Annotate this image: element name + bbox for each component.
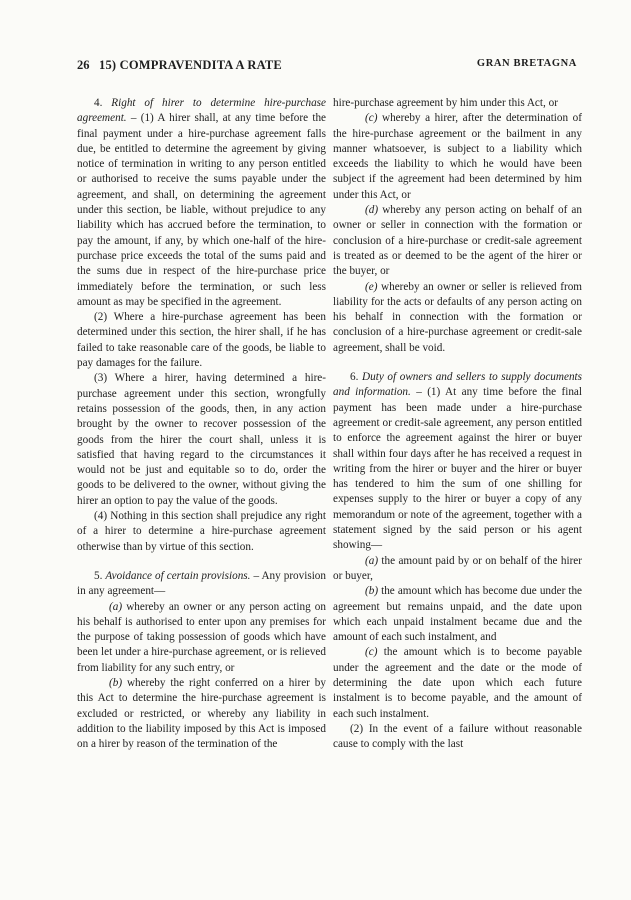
section-5-clause-a [77,600,326,676]
section-4-paragraph-3: (3) Where a hirer, having determined a hire-purchase agreement under this section, wrongfully retains possession of the goods, then, in any action brought by the owner to recover possession of the goods from the hirer the court shall, unless it is satisfied that having regard to the circumstances it would not be just and equitable so to do, order the goods to be delivered to the owner, without giving the hirer an option to pay the value of the goods. [77,372,326,507]
section-5-intro-text: – Any provision in any agreement— [77,569,326,598]
section-6-paragraph-1 [333,370,582,554]
s6-clause-b-text: the amount which has become due under the agreement but remains unpaid, and the date upon which each unpaid instalment became due and the amount of each such instalment, and [333,585,583,644]
clause-e-letter: (e) [365,280,378,293]
section-6-paragraph-2: (2) In the event of a failure without reasonable cause to comply with the last [333,722,582,751]
section-5-intro [77,569,326,600]
section-5-clause-c [333,111,582,203]
right-column [333,96,582,752]
section-5-clause-b-continued: hire-purchase agreement by him under this Act, or [333,97,558,109]
running-country: GRAN BRETAGNA [476,58,577,69]
section-5-clause-d [333,203,582,279]
section-4-paragraph-2: (2) Where a hire-purchase agreement has been determined under this section, the hirer shall, if he has failed to take reasonable care of the goods, be liable to pay damages for the failure. [77,311,326,370]
section-6-clause-c [333,645,582,721]
s6-clause-c-text: the amount which is to become payable under the agreement and the date or the mode of determining the date upon which each future instalment is to become payable, and the amount of each such instalment. [333,646,582,720]
page-number: 26 [77,58,90,72]
section-4-heading: Right of hirer to determine hire-purchase agreement. [77,97,326,125]
clause-c-text: whereby a hirer, after the determination of the hire-purchase agreement or the bailment in any manner whatsoever, is subject to a liability which exceeds the liability to which he would have been subject if the agreement had been determined by him under this Act, or [333,112,583,201]
clause-a-letter: (a) [109,600,123,613]
s6-clause-a-letter: (a) [365,554,379,567]
section-4-paragraph-1 [77,96,326,310]
s6-clause-b-letter: (b) [365,585,379,598]
clause-d-letter: (d) [365,204,379,217]
section-5-clause-b [77,676,326,752]
section-4-text-1: – (1) A hirer shall, at any time before the final payment under a hire-purchase agreement falls due, be entitled to determine the agreement by giving notice of termination in writing to any person entitled or authorised to receive the sums payable under the agreement, and shall, on determining the agreement under this section, be liable, without prejudice to any liability which has accrued before the termination, to pay the amount, if any, by which one-half of the hire-purchase price exceeds the total of the sums paid and the sums due in respect of the hire-purchase price immediately before the termination, or such less amount as may be specified in the agreement. [77,112,327,308]
section-5-clause-e [333,280,582,356]
clause-b-letter: (b) [109,676,123,689]
section-4-number: 4. [94,97,103,109]
clause-e-text: whereby an owner or seller is relieved from liability for the acts or defaults of any person acting on his behalf in connection with the formation or conclusion of a hire-purchase agreement or credit-sale agreement, shall be void. [333,280,582,354]
section-6-text-1: – (1) At any time before the final payment has been made under a hire-purchase agreement or credit-sale agreement, any person entitled to enforce the agreement against the hirer or buyer shall within four days after he has received a request in writing from the hirer or buyer and the hirer or buyer has tendered to him the sum of one shilling for expenses supply to the hirer or buyer a copy of any memorandum or note of the agreement, together with a statement signed by the said person or his agent showing— [333,386,582,552]
s6-clause-c-letter: (c) [365,646,378,659]
clause-b-text: whereby the right conferred on a hirer by this Act to determine the hire-purchase agreement is excluded or restricted, or whereby any liability in addition to the liability imposed by this Act is imposed on a hirer by reason of the termination of the [77,676,326,751]
section-6-number: 6. [350,371,359,384]
clause-c-letter: (c) [365,112,378,125]
clause-d-text: whereby any person acting on behalf of an owner or seller in connection with the formation or conclusion of a hire-purchase or credit-sale agreement is treated as or deemed to be the agent of the hirer or the buyer, or [333,204,582,278]
section-6-clause-a [333,554,582,585]
section-4-paragraph-4: (4) Nothing in this section shall prejudice any right of a hirer to determine a hire-purchase agreement otherwise than by virtue of this section. [77,510,326,553]
section-5-heading: Avoidance of certain provisions. [105,569,251,582]
section-6-clause-b [333,584,582,645]
page-header [77,58,577,78]
section-6-heading: Duty of owners and sellers to supply documents and information. [333,371,582,399]
running-title: 15) COMPRAVENDITA A RATE [99,58,282,72]
clause-a-text: whereby an owner or any person acting on his behalf is authorised to enter upon any premises for the purpose of taking possession of goods which have been let under a hire-purchase agreement, or is relieved from liability for any such entry, or [77,600,326,674]
s6-clause-a-text: the amount paid by or on behalf of the hirer or buyer, [333,554,582,582]
section-5-number: 5. [94,569,103,582]
left-column [77,96,326,752]
